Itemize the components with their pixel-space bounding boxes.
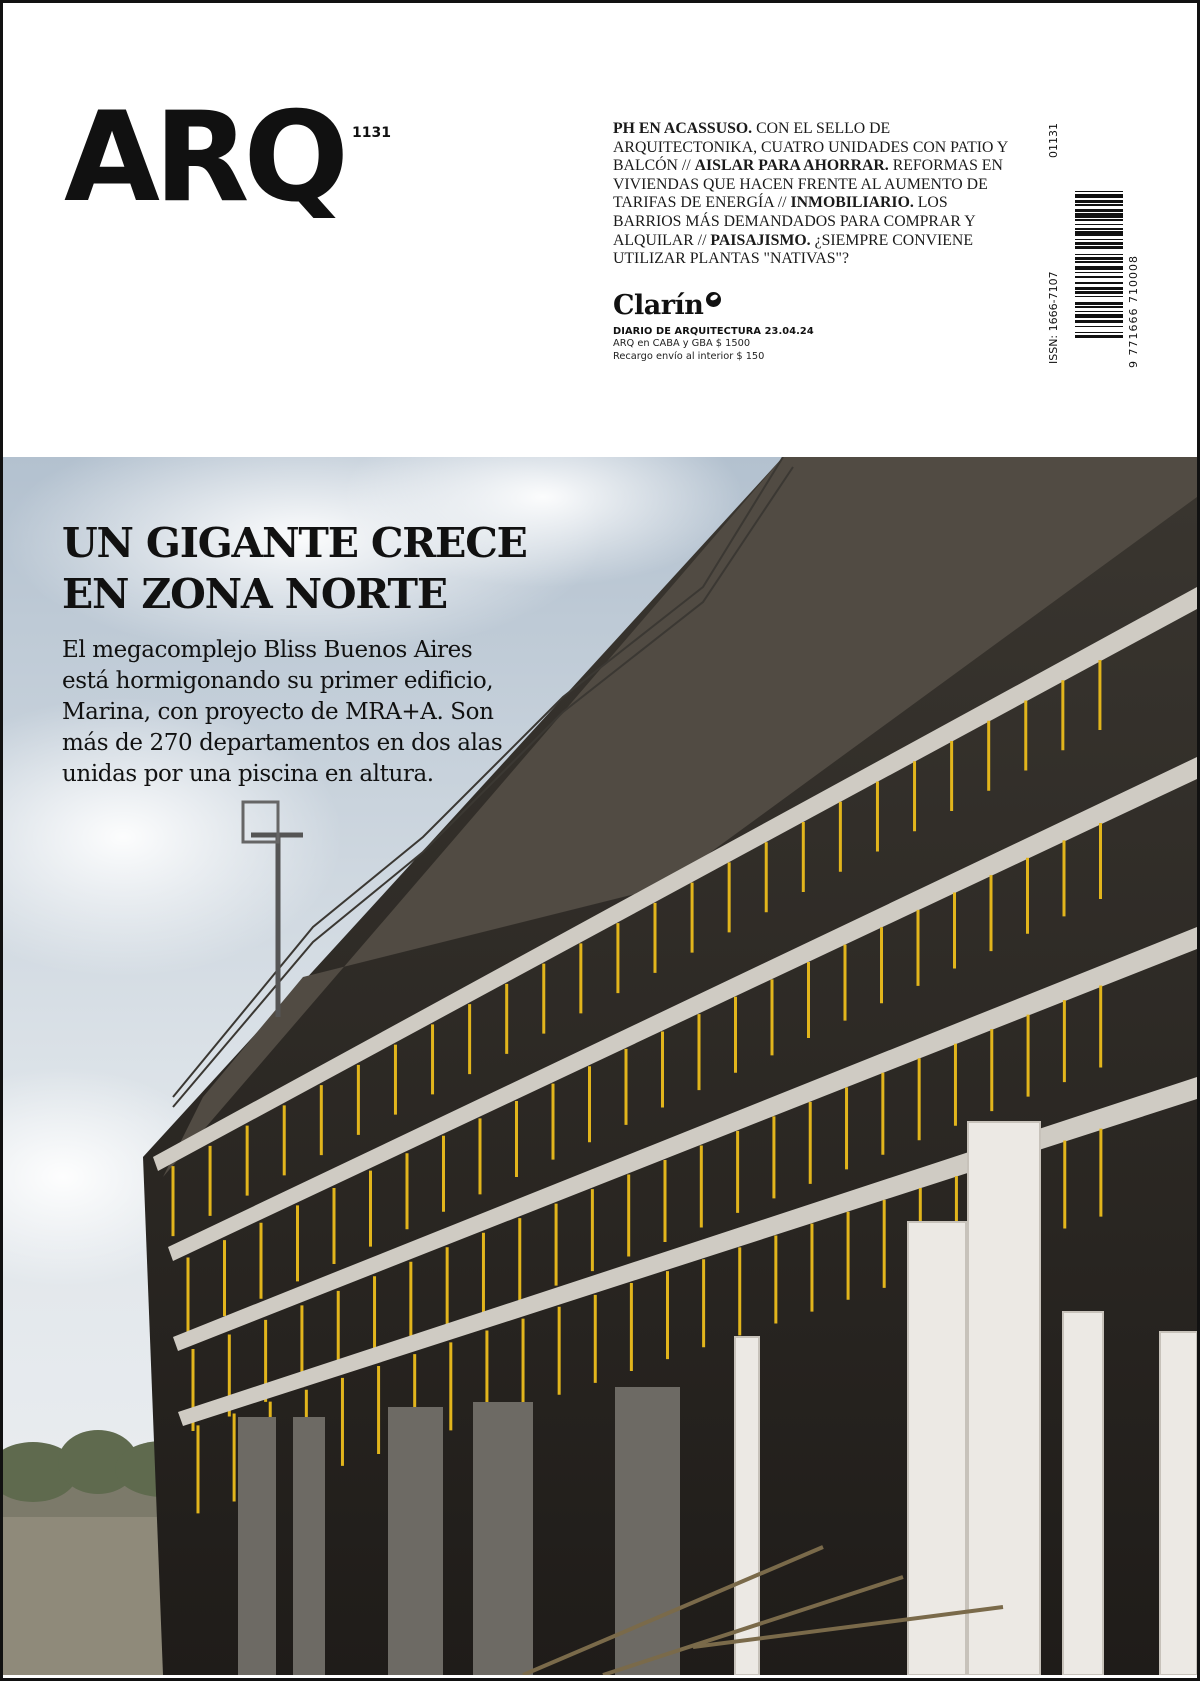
barcode-bars: [1075, 128, 1123, 338]
cover-deck: El megacomplejo Bliss Buenos Aires está hormigonando su primer edificio, Marina, con proyecto de MRA+A. Son más de 270 departamentos en dos alas unidas por una piscina en altura.: [62, 637, 503, 787]
teaser-topic-3: INMOBILIARIO.: [790, 194, 914, 212]
edition-line: DIARIO DE ARQUITECTURA 23.04.24: [613, 326, 814, 337]
teaser-topic-4: PAISAJISMO.: [710, 231, 811, 249]
teaser-block: [613, 120, 1018, 269]
teaser-topic-2: AISLAR PARA AHORRAR.: [694, 157, 889, 175]
cover-headline: UN GIGANTE CRECE EN ZONA NORTE: [62, 519, 527, 618]
issn-text: ISSN: 1666-7107: [1047, 271, 1060, 364]
clarin-logo: [613, 290, 721, 321]
teaser-text-3: LOS BARRIOS MÁS DEMANDADOS PARA COMPRAR Y ALQUILAR //: [613, 194, 976, 249]
teaser-text-1: CON EL SELLO DE ARQUITECTONIKA, CUATRO UNIDADES CON PATIO Y BALCÓN //: [613, 120, 1008, 175]
issue-number: 1131: [352, 125, 391, 141]
teaser-text-2: REFORMAS EN VIVIENDAS QUE HACEN FRENTE AL AUMENTO DE TARIFAS DE ENERGÍA //: [613, 157, 1003, 212]
publisher-block: [613, 290, 814, 363]
teaser-text-4: ¿SIEMPRE CONVIENE UTILIZAR PLANTAS "NATIVAS"?: [613, 231, 973, 268]
barcode-issue-code: 01131: [1047, 123, 1060, 158]
teaser-topic-1: PH EN ACASSUSO.: [613, 120, 753, 137]
clarin-wordmark: Clarín: [613, 290, 704, 321]
surcharge-line: Recargo envío al interior $ 150: [613, 351, 765, 362]
arq-logo: ARQ: [64, 86, 343, 230]
clarin-mark-icon: [706, 292, 721, 307]
price-line: ARQ en CABA y GBA $ 1500: [613, 338, 751, 349]
barcode-digits: 9 771666 710008: [1127, 255, 1140, 368]
